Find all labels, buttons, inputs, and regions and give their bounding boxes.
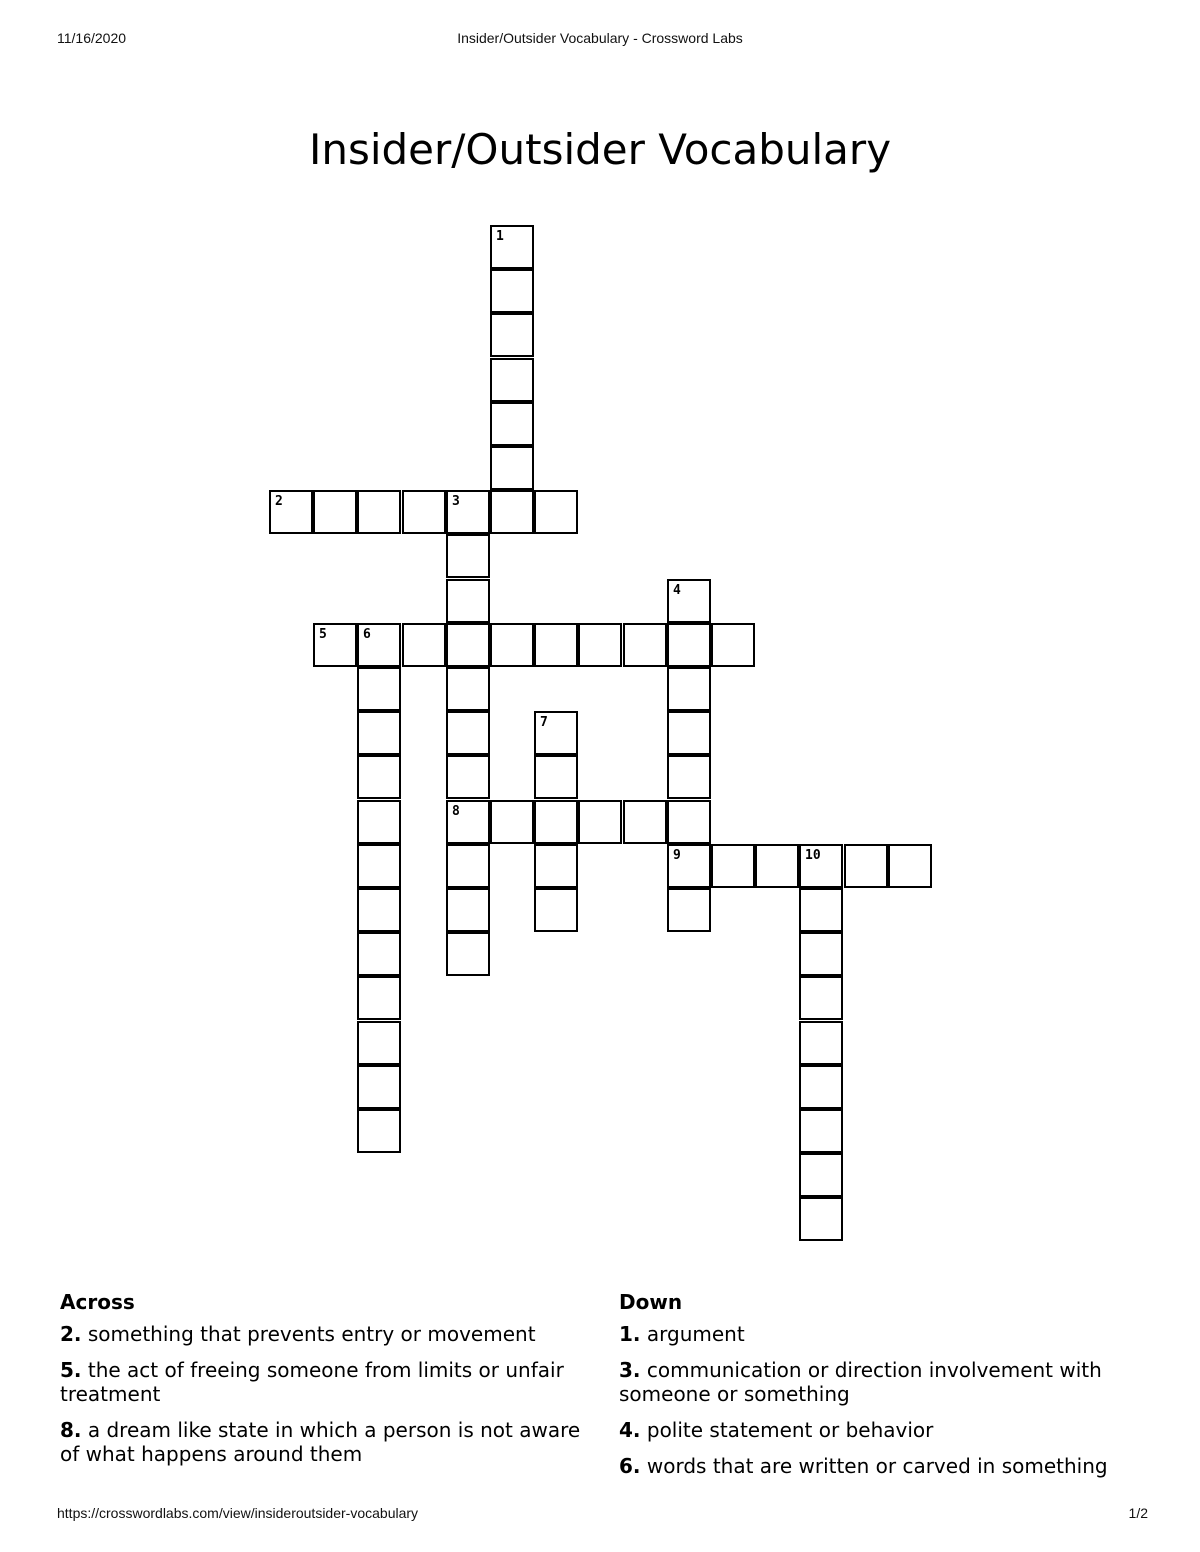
- grid-cell: [490, 800, 534, 844]
- grid-cell: [578, 623, 622, 667]
- grid-cell: [667, 579, 711, 623]
- grid-cell: [534, 888, 578, 932]
- grid-cell: [888, 844, 932, 888]
- grid-cell: [799, 976, 843, 1020]
- clue-down-4: [619, 1418, 1159, 1442]
- grid-cell: [269, 490, 313, 534]
- across-clues: [60, 1290, 600, 1478]
- grid-cell: [667, 623, 711, 667]
- grid-cell: [711, 623, 755, 667]
- grid-cell: [313, 490, 357, 534]
- down-heading: Down: [619, 1290, 683, 1314]
- grid-cell: [446, 667, 490, 711]
- grid-cell: [534, 755, 578, 799]
- grid-cell: [799, 1197, 843, 1241]
- grid-cell: [534, 490, 578, 534]
- clue-number: 1.: [619, 1322, 641, 1346]
- cell-number: 10: [805, 848, 821, 863]
- grid-cell: [490, 313, 534, 357]
- clue-number: 4.: [619, 1418, 641, 1442]
- grid-cell: [490, 358, 534, 402]
- grid-cell: [446, 579, 490, 623]
- grid-cell: [755, 844, 799, 888]
- grid-cell: [446, 755, 490, 799]
- grid-cell: [446, 888, 490, 932]
- grid-cell: [357, 623, 401, 667]
- clue-down-6: [619, 1454, 1159, 1478]
- page-number: 1/2: [1128, 1505, 1148, 1521]
- clue-text: argument: [646, 1322, 745, 1346]
- cell-number: 1: [496, 229, 504, 244]
- grid-cell: [357, 1109, 401, 1153]
- clue-text: words that are written or carved in something: [646, 1454, 1108, 1478]
- down-clues: [619, 1290, 1159, 1490]
- grid-cell: [799, 932, 843, 976]
- grid-cell: [623, 800, 667, 844]
- grid-cell: [490, 269, 534, 313]
- clue-text: something that prevents entry or movement: [87, 1322, 536, 1346]
- grid-cell: [578, 800, 622, 844]
- clue-text: polite statement or behavior: [646, 1418, 934, 1442]
- grid-cell: [313, 623, 357, 667]
- grid-cell: [667, 888, 711, 932]
- grid-cell: [446, 711, 490, 755]
- grid-cell: [490, 402, 534, 446]
- cell-number: 4: [673, 583, 681, 598]
- grid-cell: [402, 490, 446, 534]
- clue-down-3: [619, 1358, 1159, 1406]
- clue-across-8: [60, 1418, 600, 1466]
- across-heading: Across: [60, 1290, 135, 1314]
- grid-cell: [357, 711, 401, 755]
- clue-across-5: [60, 1358, 600, 1406]
- grid-cell: [357, 800, 401, 844]
- clue-number: 2.: [60, 1322, 82, 1346]
- cell-number: 6: [363, 627, 371, 642]
- grid-cell: [357, 1021, 401, 1065]
- grid-cell: [534, 800, 578, 844]
- grid-cell: [799, 1021, 843, 1065]
- grid-cell: [534, 623, 578, 667]
- grid-cell: [446, 490, 490, 534]
- grid-cell: [799, 844, 843, 888]
- cell-number: 7: [540, 715, 548, 730]
- grid-cell: [490, 446, 534, 490]
- grid-cell: [357, 844, 401, 888]
- grid-cell: [446, 932, 490, 976]
- clue-number: 8.: [60, 1418, 82, 1442]
- clue-text: a dream like state in which a person is not aware of what happens around them: [60, 1418, 581, 1466]
- grid-cell: [357, 932, 401, 976]
- grid-cell: [799, 1065, 843, 1109]
- clue-number: 5.: [60, 1358, 82, 1382]
- grid-cell: [799, 1109, 843, 1153]
- grid-cell: [357, 976, 401, 1020]
- grid-cell: [799, 888, 843, 932]
- grid-cell: [402, 623, 446, 667]
- cell-number: 9: [673, 848, 681, 863]
- print-header-title: Insider/Outsider Vocabulary - Crossword Labs: [457, 30, 743, 46]
- grid-cell: [446, 623, 490, 667]
- clue-number: 6.: [619, 1454, 641, 1478]
- grid-cell: [357, 1065, 401, 1109]
- grid-cell: [534, 711, 578, 755]
- footer-url: https://crosswordlabs.com/view/insideroutsider-vocabulary: [57, 1505, 419, 1521]
- grid-cell: [357, 667, 401, 711]
- clue-number: 3.: [619, 1358, 641, 1382]
- grid-cell: [623, 623, 667, 667]
- cell-number: 2: [275, 494, 283, 509]
- grid-cell: [490, 490, 534, 534]
- grid-cell: [446, 534, 490, 578]
- grid-cell: [844, 844, 888, 888]
- grid-cell: [490, 225, 534, 269]
- clue-text: communication or direction involvement with someone or something: [619, 1358, 1102, 1406]
- clue-text: the act of freeing someone from limits or unfair treatment: [60, 1358, 564, 1406]
- print-date: 11/16/2020: [57, 30, 127, 46]
- grid-cell: [490, 623, 534, 667]
- grid-cell: [534, 844, 578, 888]
- clue-down-1: [619, 1322, 1159, 1346]
- grid-cell: [799, 1153, 843, 1197]
- grid-cell: [357, 490, 401, 534]
- grid-cell: [446, 800, 490, 844]
- puzzle-title: Insider/Outsider Vocabulary: [308, 125, 892, 174]
- clue-across-2: [60, 1322, 600, 1346]
- grid-cell: [357, 888, 401, 932]
- grid-cell: [711, 844, 755, 888]
- cell-number: 8: [452, 804, 460, 819]
- grid-cell: [667, 844, 711, 888]
- grid-cell: [667, 711, 711, 755]
- cell-number: 3: [452, 494, 460, 509]
- grid-cell: [667, 667, 711, 711]
- cell-number: 5: [319, 627, 327, 642]
- grid-cell: [357, 755, 401, 799]
- grid-cell: [446, 844, 490, 888]
- grid-cell: [667, 800, 711, 844]
- grid-cell: [667, 755, 711, 799]
